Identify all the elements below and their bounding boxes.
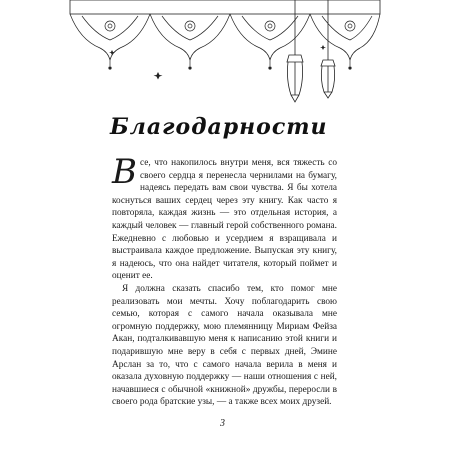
- paragraph-1-text: се, что накопилось внутри меня, вся тяжесть со своего сердца я перенесла чернилами на бумагу, надеясь передать вам свои чувства. Я бы хотела коснуться ваших сердец через эту книгу. Как часто я повторяла, каждая жизнь — это отдельная история, а каждый человек — главный герой собственного романа. Ежедневно с любовью и усердием я взращивала и выстраивала каждое предложение. Выпуская эту книгу, я надеюсь, что она найдет читателя, который поймет и оценит ее.: [112, 158, 337, 282]
- hanging-lantern-icon: [287, 0, 335, 102]
- paragraph-2: Я должна сказать спасибо тем, кто помог мне реализовать мои мечты. Хочу поблагодарить свою семью, которая с самого начала оказывала мне огромную поддержку, мою племянницу Мириам Фейза Акан, подталкивавшую меня к написанию этой книги и подарившую мне веру в себя с первых дней, Эмине Арслан за то, что с самого начала верила в меня и оказала духовную поддержку — наши отношения с ней, начавшиеся с обычной «книжной» дружбы, переросли в своего рода братские узы, — а также всех моих друзей.: [112, 283, 337, 408]
- page-number: 3: [220, 418, 225, 429]
- lace-ornament-icon: [0, 0, 450, 120]
- body-text: [112, 152, 337, 409]
- chapter-title: Благодарности: [110, 114, 328, 140]
- paragraph-1: [112, 152, 337, 283]
- drop-cap: В: [112, 152, 137, 192]
